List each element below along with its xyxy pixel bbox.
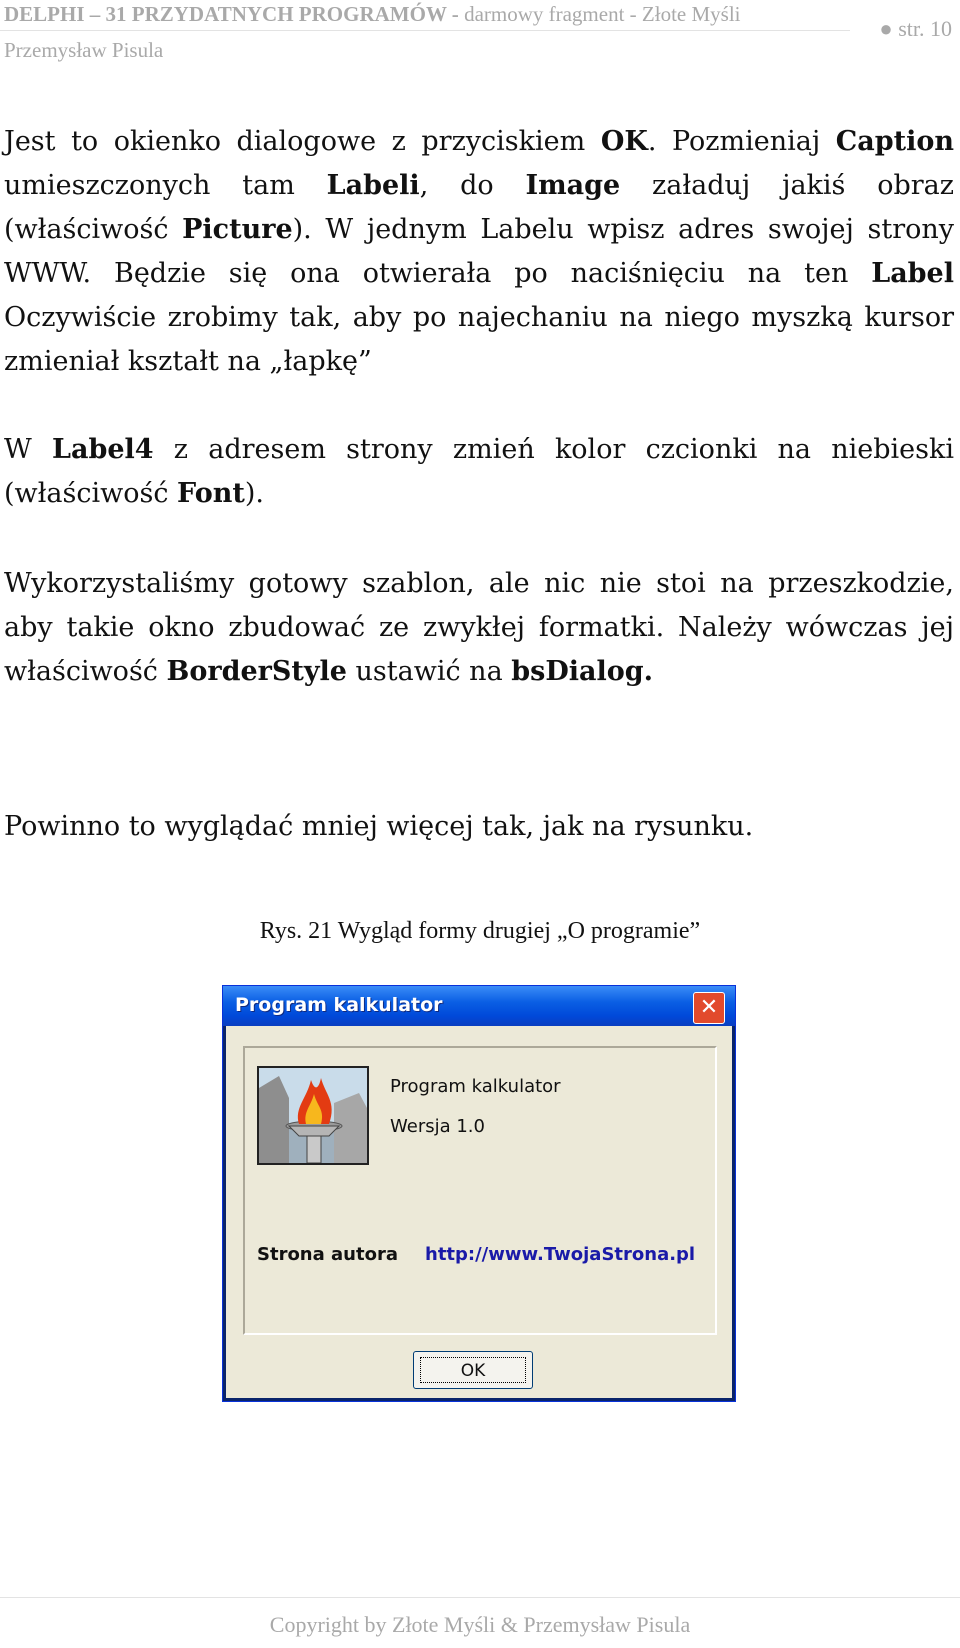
dialog-titlebar[interactable] (223, 986, 735, 1026)
paragraph-figure-intro: Powinno to wyglądać mniej więcej tak, jak na rysunku. (4, 811, 754, 842)
bold-text: Image (525, 170, 621, 201)
bold-text: Labeli (326, 170, 420, 201)
text: z adresem strony zmień kolor czcionki na niebieski (właściwość (4, 434, 955, 509)
text: W (4, 434, 52, 465)
ok-button[interactable] (413, 1351, 533, 1389)
close-button[interactable]: ✕ (693, 992, 725, 1024)
paragraph-borderstyle (4, 562, 954, 694)
header-title (4, 2, 741, 27)
text: ). (244, 478, 264, 509)
about-dialog (222, 985, 736, 1402)
author-website-link[interactable]: http://www.TwojaStrona.pl (425, 1244, 696, 1265)
version-label: Wersja 1.0 (390, 1116, 485, 1137)
dialog-title: Program kalkulator (235, 994, 443, 1016)
page-footer: Copyright by Złote Myśli & Przemysław Pisula (269, 1612, 691, 1637)
paragraph-label4 (4, 428, 954, 516)
text: umieszczonych tam (4, 170, 327, 201)
paragraph-dialog-intro (4, 120, 954, 384)
text: załaduj jakiś obraz (właściwość (4, 170, 954, 245)
footer-divider (0, 1597, 960, 1598)
text: , do (419, 170, 526, 201)
text: ). W jednym Labelu wpisz adres swojej strony WWW. Będzie się ona otwierała po naciśnięciu na ten (4, 214, 954, 289)
bold-text: Label4 (51, 434, 154, 465)
bold-text: Picture (182, 214, 293, 245)
text: Jest to okienko dialogowe z przyciskiem (4, 126, 601, 157)
figure-caption: Rys. 21 Wygląd formy drugiej „O programie” (259, 918, 701, 944)
bold-text: Caption (835, 126, 955, 157)
dialog-panel (243, 1046, 717, 1335)
torch-icon (257, 1066, 369, 1165)
bold-text: OK (600, 126, 648, 157)
text: . Pozmieniaj (647, 126, 836, 157)
text: ustawić na (346, 656, 512, 687)
text: Oczywiście zrobimy tak, aby po najechaniu na niego myszką kursor zmieniał kształt na „łapkę” (4, 302, 954, 377)
header-title-rest: darmowy fragment - Złote Myśli (458, 2, 741, 26)
page-number: ● str. 10 (879, 16, 952, 41)
bold-text: Label (871, 258, 954, 289)
header-author: Przemysław Pisula (4, 38, 164, 62)
text: Wykorzystaliśmy gotowy szablon, ale nic nie stoi na przeszkodzie, aby takie okno zbudować ze zwykłej formatki. Należy wówczas jej właściwość (4, 568, 954, 687)
app-name-label: Program kalkulator (390, 1076, 561, 1097)
page-header (0, 0, 960, 70)
bold-text: bsDialog. (511, 656, 654, 687)
bold-text: Font (177, 478, 245, 509)
bold-text: BorderStyle (166, 656, 347, 687)
author-label: Strona autora (257, 1244, 398, 1265)
ok-button-label: OK (420, 1357, 526, 1383)
header-divider (0, 30, 850, 31)
header-title-bold: DELPHI – 31 PRZYDATNYCH PROGRAMÓW - (4, 2, 459, 26)
